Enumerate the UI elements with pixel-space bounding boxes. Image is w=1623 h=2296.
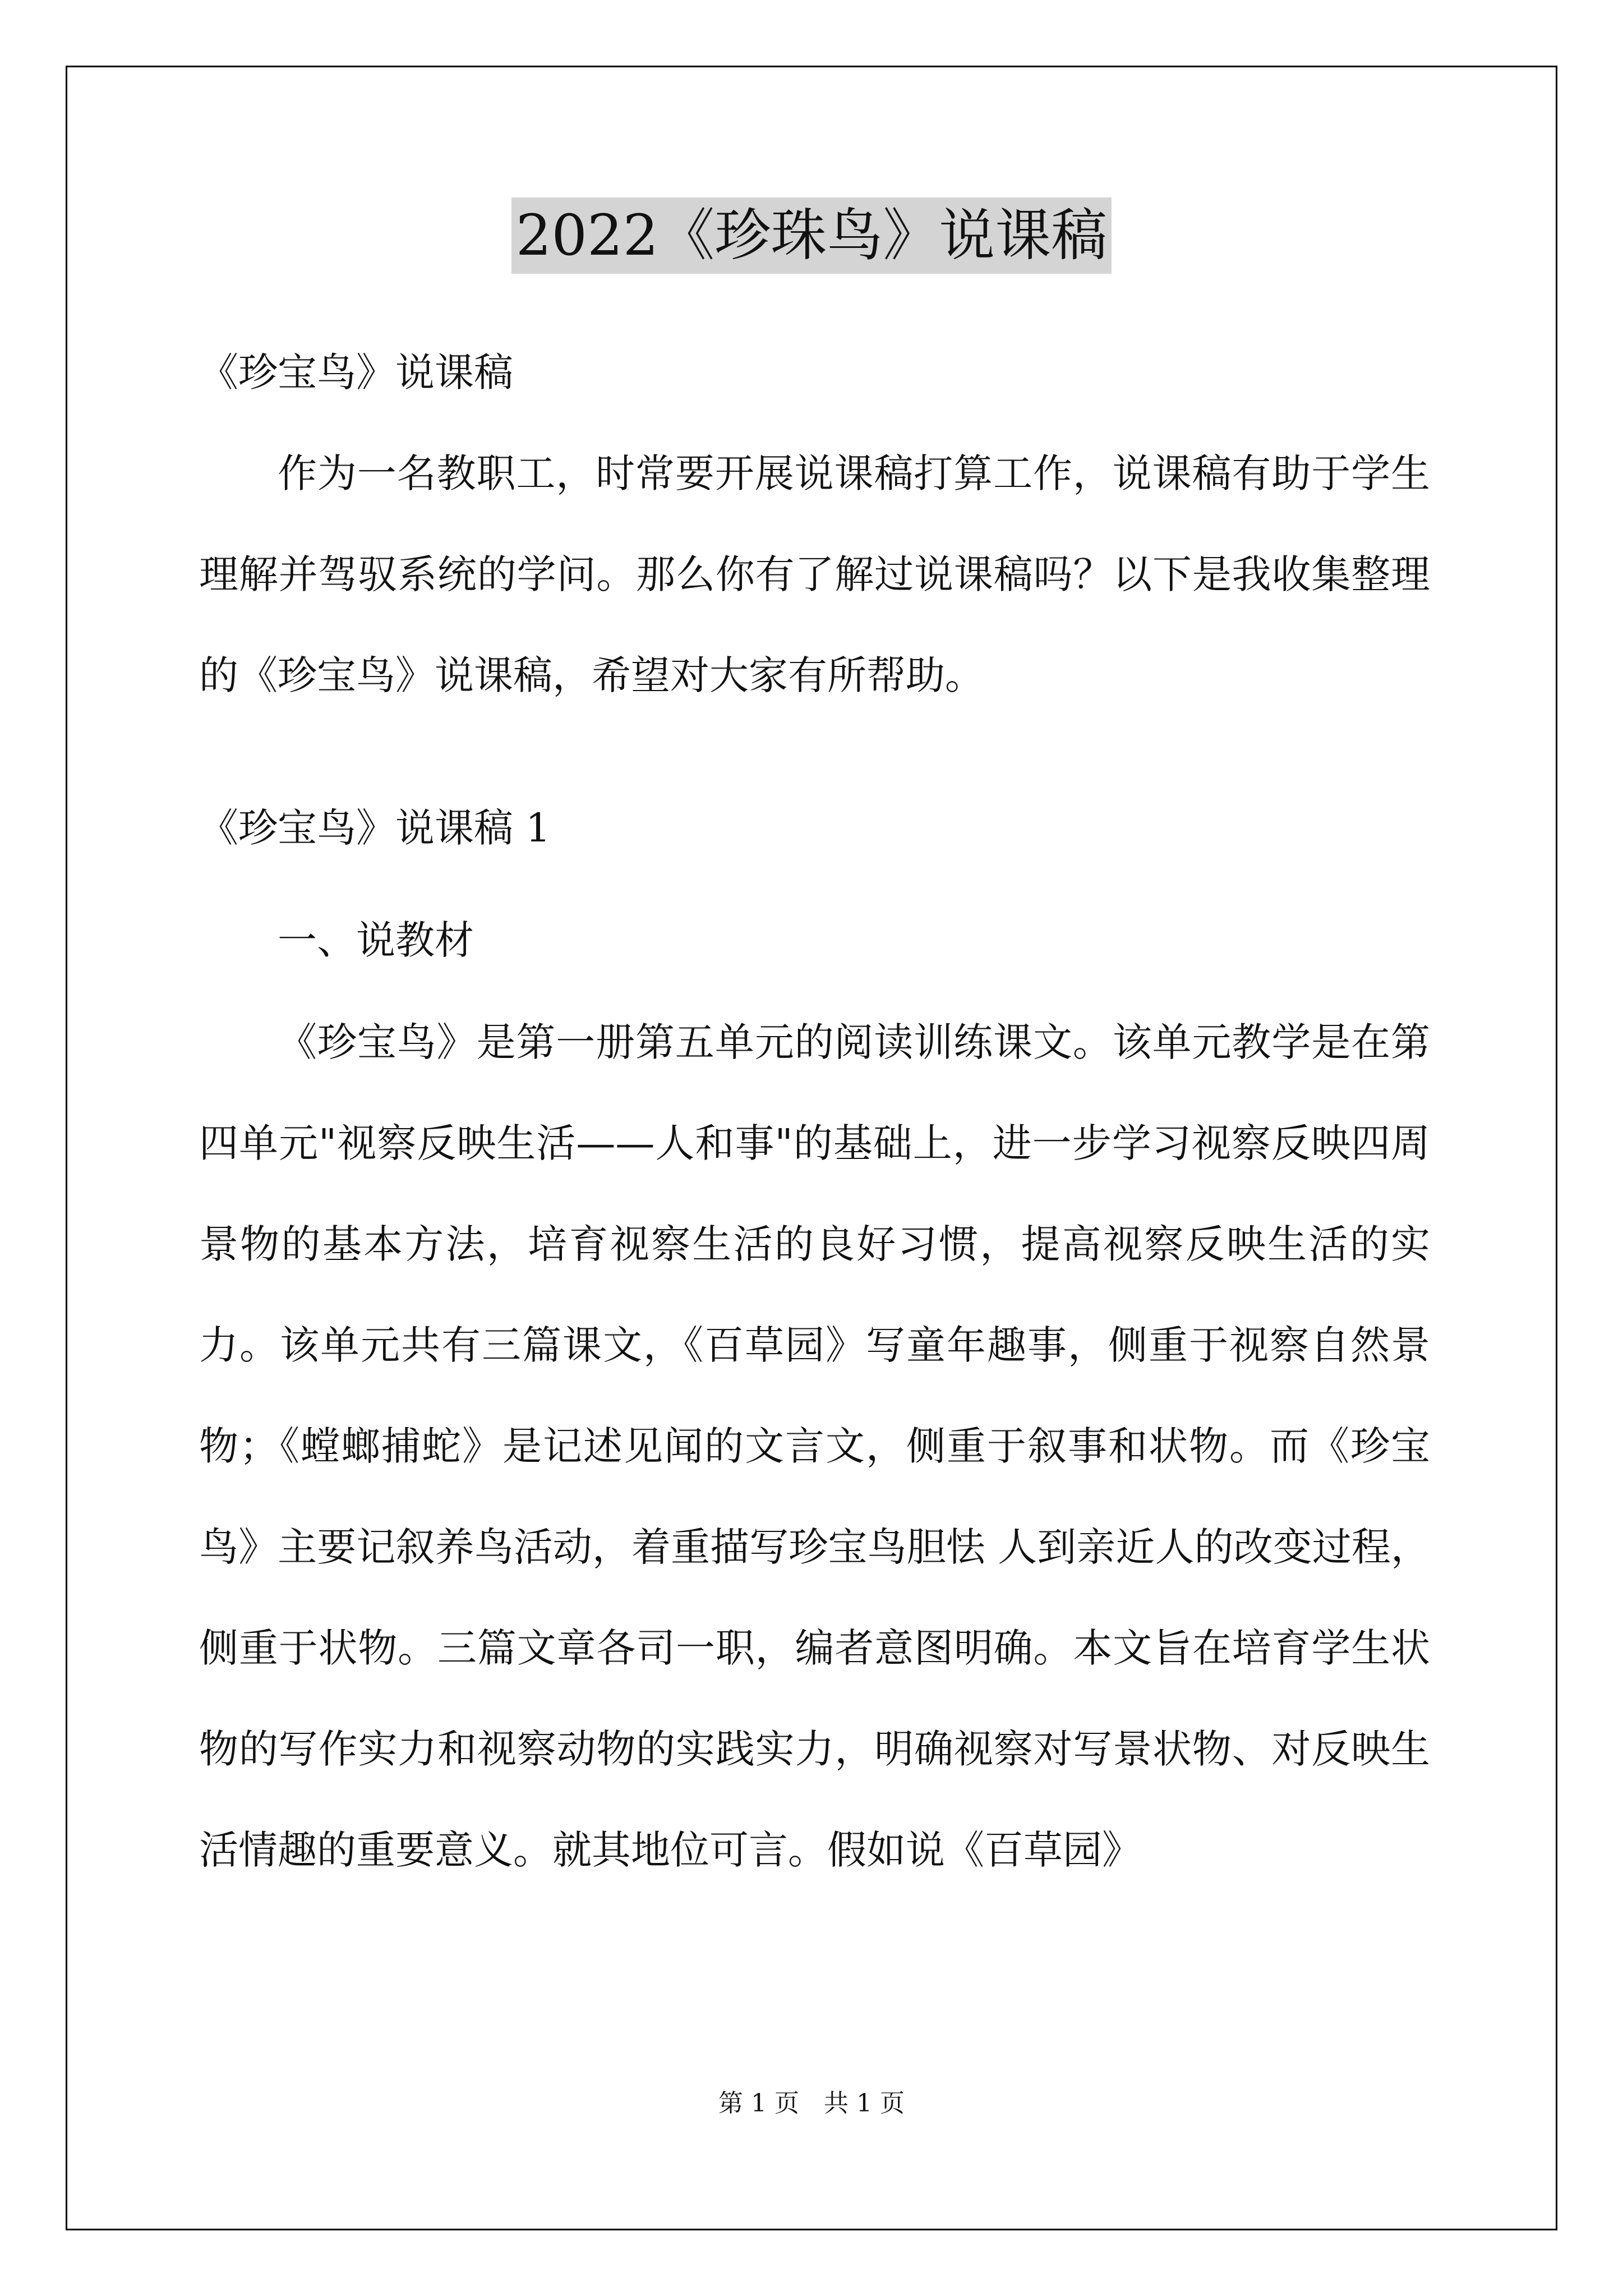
spacer (199, 726, 1430, 799)
subtitle: 《珍宝鸟》说课稿 (199, 349, 513, 395)
document-body (199, 343, 1430, 1901)
document-title: 2022《珍珠鸟》说课稿 (511, 197, 1112, 274)
intro-paragraph: 作为一名教职工，时常要开展说课稿打算工作，说课稿有助于学生理解并驾驭系统的学问。那么你有了解过说课稿吗？以下是我收集整理的《珍宝鸟》说课稿，希望对大家有所帮助。 (199, 450, 1430, 698)
subsection-title: 一、说教材 (278, 917, 474, 963)
title-container (0, 197, 1623, 274)
section-title: 《珍宝鸟》说课稿 1 (199, 805, 551, 851)
spacer (199, 969, 1430, 992)
page-footer: 第 1 页 共 1 页 (718, 2089, 905, 2118)
spacer (199, 857, 1430, 911)
body-paragraph: 《珍宝鸟》是第一册第五单元的阅读训练课文。该单元教学是在第四单元"视察反映生活——人和事"的基础上，进一步学习视察反映四周景物的基本方法，培育视察生活的良好习惯，提高视察反映生活的实力。该单元共有三篇课文，《百草园》写童年趣事，侧重于视察自然景物；《螳螂捕蛇》是记述见闻的文言文，侧重于叙事和状物。而《珍宝鸟》主要记叙养鸟活动，着重描写珍宝鸟胆怯 人到亲近人的改变过程，侧重于状物。三篇文章各司一职，编者意图明确。本文旨在培育学生状物的写作实力和视察动物的实践实力，明确视察对写景状物、对反映生活情趣的重要意义。就其地位可言。假如说《百草园》 (199, 1019, 1430, 1873)
